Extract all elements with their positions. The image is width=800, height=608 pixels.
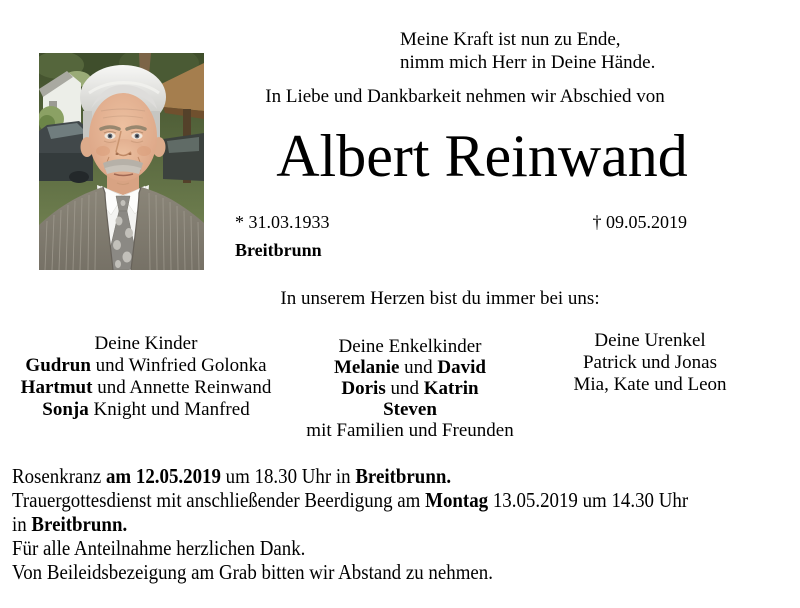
grandchildren-line: mit Familien und Freunden bbox=[306, 420, 514, 441]
verse-line-2: nimm mich Herr in Deine Hände. bbox=[400, 52, 656, 73]
great-grandchildren-heading: Deine Urenkel bbox=[594, 330, 706, 351]
verse-line-1: Meine Kraft ist nun zu Ende, bbox=[400, 29, 621, 50]
children-line: Gudrun und Winfried Golonka bbox=[25, 355, 267, 376]
announcement-funeral-location: in Breitbrunn. bbox=[12, 512, 128, 536]
great-grandchildren-line: Mia, Kate und Leon bbox=[573, 374, 727, 395]
eyebrow-left bbox=[101, 127, 119, 129]
grandchildren-line: Melanie und David bbox=[333, 357, 486, 378]
death-date: † 09.05.2019 bbox=[592, 212, 687, 232]
farewell-line: In Liebe und Dankbarkeit nehmen wir Abschied von bbox=[265, 86, 665, 107]
great-grandchildren-column bbox=[540, 330, 760, 396]
birth-date: * 31.03.1933 bbox=[235, 212, 330, 232]
remembrance-line: In unserem Herzen bist du immer bei uns: bbox=[280, 288, 600, 309]
announcement-rosary: Rosenkranz am 12.05.2019 um 18.30 Uhr in Breitbrunn. bbox=[12, 464, 452, 488]
children-column bbox=[10, 333, 282, 421]
announcement-condolence-note: Von Beileidsbezeigung am Grab bitten wir Abstand zu nehmen. bbox=[12, 560, 493, 584]
great-grandchildren-line: Patrick und Jonas bbox=[582, 352, 718, 373]
announcement-thanks: Für alle Anteilnahme herzlichen Dank. bbox=[12, 536, 306, 560]
eyebrow-right bbox=[127, 127, 145, 129]
opening-verse bbox=[400, 28, 655, 74]
children-line: Sonja Knight und Manfred bbox=[42, 399, 250, 420]
residence: Breitbrunn bbox=[235, 240, 322, 260]
announcement-funeral-service: Trauergottesdienst mit anschließender Beerdigung am Montag 13.05.2019 um 14.30 Uhr bbox=[12, 488, 689, 512]
grandchildren-heading: Deine Enkelkinder bbox=[338, 336, 482, 357]
grandchildren-line: Steven bbox=[383, 399, 437, 420]
children-heading: Deine Kinder bbox=[94, 333, 198, 354]
service-announcements bbox=[12, 464, 800, 584]
children-line: Hartmut und Annette Reinwand bbox=[20, 377, 272, 398]
deceased-name: Albert Reinwand bbox=[276, 123, 688, 189]
grandchildren-line: Doris und Katrin bbox=[341, 378, 479, 399]
grandchildren-column bbox=[290, 336, 530, 441]
